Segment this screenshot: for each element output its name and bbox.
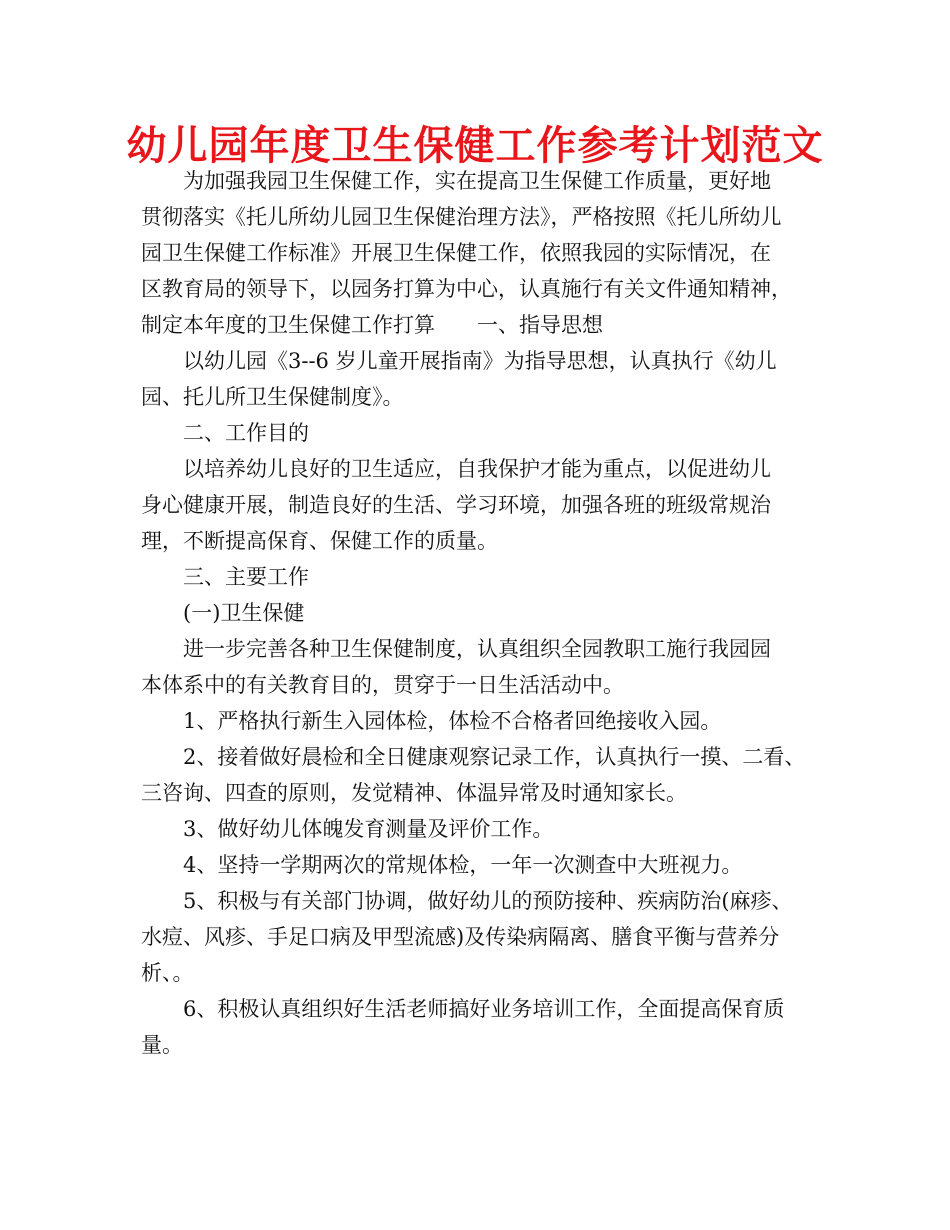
paragraph [141, 559, 821, 595]
paragraph-line: 区教育局的领导下，以园务打算为中心，认真施行有关文件通知精神， [141, 277, 792, 301]
paragraph-line: 析、。 [141, 961, 194, 985]
paragraph-line: 二、工作目的 [183, 421, 309, 445]
paragraph-line: 6、积极认真组织好生活老师搞好业务培训工作，全面提高保育质 [183, 997, 785, 1021]
paragraph-line: 3、做好幼儿体魄发育测量及评价工作。 [183, 817, 554, 841]
paragraph-line: 理，不断提高保育、保健工作的质量。 [141, 529, 498, 553]
paragraph-line: 贯彻落实《托儿所幼儿园卫生保健治理方法》，严格按照《托儿所幼儿 [141, 205, 782, 229]
paragraph-line: 水痘、风疹、手足口病及甲型流感)及传染病隔离、膳食平衡与营养分 [141, 925, 780, 949]
paragraph-line: 以幼儿园《3--6 岁儿童开展指南》为指导思想，认真执行《幼儿 [183, 349, 777, 373]
paragraph-line: 量。 [141, 1033, 183, 1057]
paragraph [141, 991, 821, 1063]
paragraph-line: 身心健康开展，制造良好的生活、学习环境，加强各班的班级常规治 [141, 493, 771, 517]
paragraph-line: 以培养幼儿良好的卫生适应，自我保护才能为重点，以促进幼儿 [183, 457, 771, 481]
paragraph [141, 343, 821, 415]
document-title: 幼儿园年度卫生保健工作参考计划范文 [126, 123, 824, 169]
paragraph-line: 三咨询、四查的原则，发觉精神、体温异常及时通知家长。 [141, 781, 687, 805]
paragraph-line: 2、接着做好晨检和全日健康观察记录工作，认真执行一摸、二看、 [183, 745, 806, 769]
paragraph [141, 847, 821, 883]
paragraph [141, 883, 821, 991]
paragraph [141, 595, 821, 631]
paragraph-line: 本体系中的有关教育目的，贯穿于一日生活活动中。 [141, 673, 624, 697]
document-body [141, 163, 821, 1063]
paragraph-line: 5、积极与有关部门协调，做好幼儿的预防接种、疾病防治(麻疹、 [183, 889, 793, 913]
paragraph-line: 4、坚持一学期两次的常规体检，一年一次测查中大班视力。 [183, 853, 743, 877]
paragraph [141, 703, 821, 739]
paragraph [141, 415, 821, 451]
paragraph [141, 163, 821, 343]
paragraph-line: 园、托儿所卫生保健制度》。 [141, 385, 404, 409]
paragraph-line: (一)卫生保健 [183, 601, 305, 625]
paragraph-line: 1、严格执行新生入园体检，体检不合格者回绝接收入园。 [183, 709, 722, 733]
paragraph [141, 631, 821, 703]
paragraph [141, 739, 821, 811]
paragraph-line: 三、主要工作 [183, 565, 309, 589]
paragraph-line: 进一步完善各种卫生保健制度，认真组织全园教职工施行我园园 [183, 637, 771, 661]
paragraph [141, 451, 821, 559]
paragraph-line: 为加强我园卫生保健工作，实在提高卫生保健工作质量，更好地 [183, 169, 771, 193]
paragraph-line: 园卫生保健工作标准》开展卫生保健工作，依照我园的实际情况，在 [141, 241, 771, 265]
paragraph-line: 制定本年度的卫生保健工作打算 一、指导思想 [141, 313, 603, 337]
paragraph [141, 811, 821, 847]
